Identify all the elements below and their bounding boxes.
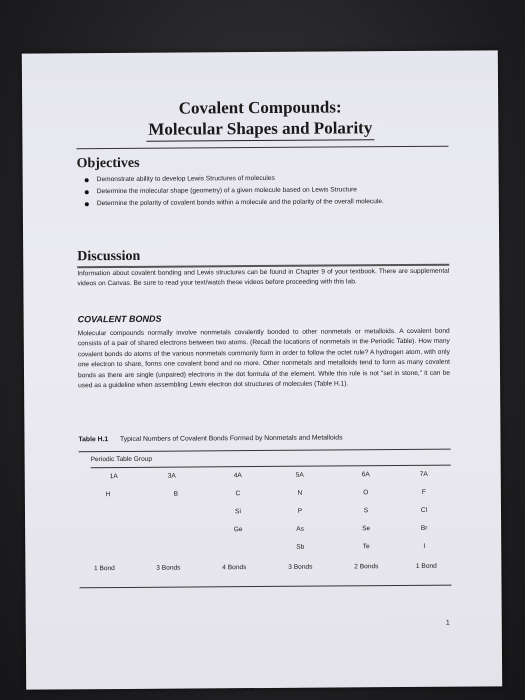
table-cell: Ge xyxy=(233,526,243,534)
bond-count: 1 Bond xyxy=(93,565,115,573)
table-caption xyxy=(78,434,342,443)
table-title: Typical Numbers of Covalent Bonds Formed by Nonmetals and Metalloids xyxy=(119,434,343,443)
bond-count: 3 Bonds xyxy=(288,563,313,571)
table-header-rule xyxy=(91,465,451,469)
title-block xyxy=(22,96,498,142)
table-bottom-rule xyxy=(80,585,452,589)
table-bonds-row xyxy=(79,563,451,584)
discussion-heading: Discussion xyxy=(77,248,141,265)
table-cell: H xyxy=(105,491,111,499)
document-page xyxy=(22,50,502,689)
table-top-rule xyxy=(79,449,451,453)
table-row xyxy=(79,543,451,564)
table-cell: Si xyxy=(235,508,241,516)
objectives-heading: Objectives xyxy=(76,155,140,172)
table-cell: Cl xyxy=(420,506,428,514)
col-header: 1A xyxy=(109,473,118,481)
bond-count: 3 Bonds xyxy=(156,564,181,572)
page-number: 1 xyxy=(445,619,450,627)
objective-item: Determine the molecular shape (geometry) of a given molecule based on Lewis Structure xyxy=(85,185,445,198)
title-divider xyxy=(76,146,448,150)
table-cell: F xyxy=(421,488,426,496)
covalent-bonds-heading: COVALENT BONDS xyxy=(77,313,162,325)
col-header: 6A xyxy=(361,471,370,479)
col-header: 5A xyxy=(295,471,304,479)
covalent-bonds-text: Molecular compounds normally involve nonmetals covalently bonded to other nonmetals or metalloids. A covalent bond consists of a pair of shared electrons between two atoms. (Recall the locations of nonmetals in the Periodic Table). How many covalent bonds do atoms of the various nonmetals commonly form in order to follow the octet rule? A hydrogen atom, with only one electron to share, forms one covalent bond and no more. Other nonmetals and metalloids tend to form as many covalent bonds as there are single (unpaired) electrons in the dot formula of the element. While this rule is not "set in stone," it can be used as a guideline when assembling Lewis electron dot structures of molecules (Table H.1). xyxy=(77,327,451,390)
bond-count: 2 Bonds xyxy=(354,563,379,571)
discussion-intro: Information about covalent bonding and Lewis structures can be found in Chapter 9 of your textbook. There are supplemental videos on Canvas. Be sure to read your text/watch these videos before proceeding with this lab. xyxy=(77,267,450,288)
page-title-line2: Molecular Shapes and Polarity xyxy=(146,117,374,142)
table-cell: Se xyxy=(362,525,371,533)
col-header: 7A xyxy=(419,470,428,478)
table-cell: S xyxy=(363,507,369,515)
col-header: 4A xyxy=(233,472,242,480)
table-cell: Br xyxy=(420,524,428,532)
page-title-line1: Covalent Compounds: xyxy=(178,97,342,118)
table-group-header: Periodic Table Group xyxy=(90,455,153,464)
table-cell: P xyxy=(297,507,303,515)
bond-count: 4 Bonds xyxy=(222,564,247,572)
table-cell: N xyxy=(297,489,303,497)
table-cell: Sb xyxy=(296,543,305,551)
col-header: 3A xyxy=(167,472,176,480)
table-cell: B xyxy=(173,490,179,498)
periodic-table-grid xyxy=(79,471,452,584)
bond-count: 1 Bond xyxy=(415,562,437,570)
table-cell: C xyxy=(235,490,241,498)
table-cell: As xyxy=(296,525,304,533)
objective-item: Determine the polarity of covalent bonds within a molecule and the polarity of the overall molecule. xyxy=(85,197,445,210)
table-label: Table H.1 xyxy=(78,436,109,444)
table-cell: O xyxy=(363,489,369,497)
table-cell: I xyxy=(423,542,426,550)
table-cell: Te xyxy=(362,543,370,551)
objectives-list xyxy=(85,173,445,212)
objective-item: Demonstrate ability to develop Lewis Structures of molecules xyxy=(85,173,445,186)
